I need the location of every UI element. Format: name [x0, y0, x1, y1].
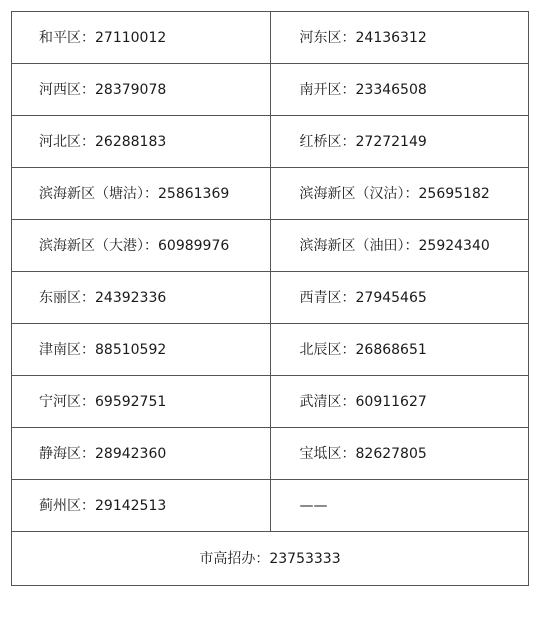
- district-cell: 宁河区：69592751: [12, 376, 271, 428]
- district-cell: 滨海新区（油田）：25924340: [270, 220, 529, 272]
- district-cell: 津南区：88510592: [12, 324, 271, 376]
- table-row: [12, 116, 529, 168]
- district-cell: 东丽区：24392336: [12, 272, 271, 324]
- table-row: [12, 12, 529, 64]
- district-cell: 武清区：60911627: [270, 376, 529, 428]
- district-cell: 滨海新区（大港）：60989976: [12, 220, 271, 272]
- contact-table: [11, 11, 529, 586]
- district-cell: 滨海新区（汉沽）：25695182: [270, 168, 529, 220]
- district-cell: 河东区：24136312: [270, 12, 529, 64]
- district-cell: 河西区：28379078: [12, 64, 271, 116]
- district-cell: 静海区：28942360: [12, 428, 271, 480]
- footer-row: [12, 532, 529, 586]
- table-row: [12, 376, 529, 428]
- district-cell: 南开区：23346508: [270, 64, 529, 116]
- table-row: [12, 480, 529, 532]
- table-row: [12, 428, 529, 480]
- district-cell: 滨海新区（塘沽）：25861369: [12, 168, 271, 220]
- district-cell: 西青区：27945465: [270, 272, 529, 324]
- table-row: [12, 324, 529, 376]
- district-cell: 河北区：26288183: [12, 116, 271, 168]
- table-row: [12, 220, 529, 272]
- table-row: [12, 272, 529, 324]
- district-cell: ——: [270, 480, 529, 532]
- table-row: [12, 64, 529, 116]
- district-cell: 宝坻区：82627805: [270, 428, 529, 480]
- district-cell: 和平区：27110012: [12, 12, 271, 64]
- admissions-office-cell: 市高招办：23753333: [12, 532, 529, 586]
- district-cell: 蓟州区：29142513: [12, 480, 271, 532]
- table-row: [12, 168, 529, 220]
- district-cell: 北辰区：26868651: [270, 324, 529, 376]
- district-cell: 红桥区：27272149: [270, 116, 529, 168]
